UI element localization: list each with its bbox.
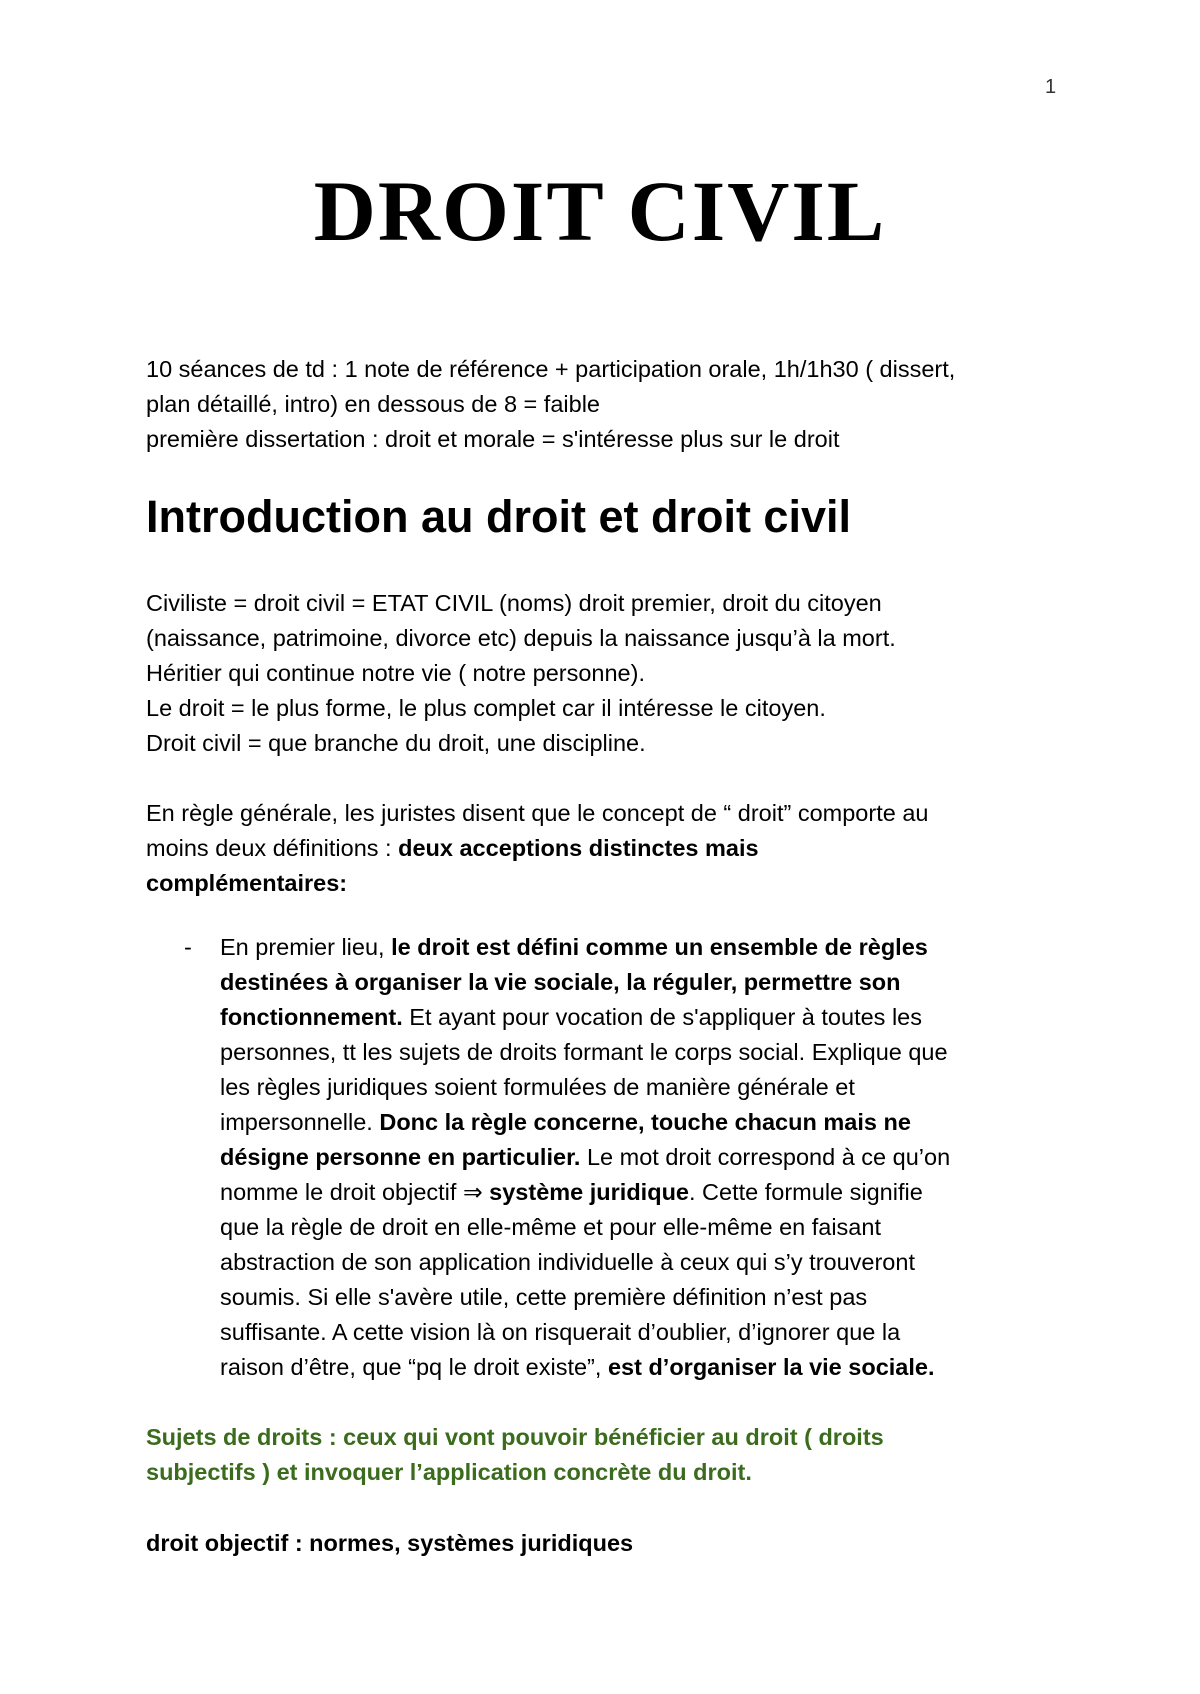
bold-text: est d’organiser la vie sociale. [607, 1354, 935, 1380]
intro-line: plan détaillé, intro) en dessous de 8 = faible [146, 391, 600, 417]
plain-text: nomme le droit objectif ⇒ [220, 1179, 490, 1205]
intro-paragraph [146, 352, 1076, 457]
intro-line: 10 séances de td : 1 note de référence + participation orale, 1h/1h30 ( dissert, [146, 356, 956, 382]
bullet-line [220, 1350, 1070, 1385]
note-line: subjectifs ) et invoquer l’application concrète du droit. [146, 1459, 752, 1485]
bullet-line [220, 930, 1070, 965]
plain-text: En premier lieu, [220, 934, 392, 960]
plain-text: Le mot droit correspond à ce qu’on [580, 1144, 951, 1170]
paragraph-line: Le droit = le plus forme, le plus complet car il intéresse le citoyen. [146, 695, 826, 721]
bold-text: fonctionnement. [220, 1004, 403, 1030]
plain-text: impersonnelle. [220, 1109, 380, 1135]
bullet-line: personnes, tt les sujets de droits formant le corps social. Explique que [220, 1039, 948, 1065]
plain-text: . Cette formule signifie [689, 1179, 923, 1205]
bullet-line [220, 1140, 1070, 1175]
bullet-line: les règles juridiques soient formulées de manière générale et [220, 1074, 855, 1100]
paragraph-line: Civiliste = droit civil = ETAT CIVIL (noms) droit premier, droit du citoyen [146, 590, 882, 616]
objective-law-line [146, 1526, 1076, 1561]
paragraph-line: Héritier qui continue notre vie ( notre personne). [146, 660, 645, 686]
page-number: 1 [1045, 76, 1057, 98]
bullet-line [220, 1000, 1070, 1035]
bullet-line: destinées à organiser la vie sociale, la réguler, permettre son [220, 969, 901, 995]
plain-text: raison d’être, que “pq le droit existe”, [220, 1354, 608, 1380]
intro-line: première dissertation : droit et morale = s'intéresse plus sur le droit [146, 426, 840, 452]
bullet-line: que la règle de droit en elle-même et pour elle-même en faisant [220, 1214, 881, 1240]
paragraph-line: (naissance, patrimoine, divorce etc) depuis la naissance jusqu’à la mort. [146, 625, 896, 651]
definitions-paragraph [146, 796, 1076, 901]
document-title: DROIT CIVIL [313, 163, 887, 259]
civil-law-paragraph [146, 586, 1076, 761]
bold-text: deux acceptions distinctes mais [398, 835, 759, 861]
bullet-item [220, 930, 1070, 1385]
bold-text: Donc la règle concerne, touche chacun mais ne [379, 1109, 911, 1135]
subjects-of-rights-note [146, 1420, 1076, 1490]
bullet-line: abstraction de son application individuelle à ceux qui s’y trouveront [220, 1249, 915, 1275]
paragraph-line: En règle générale, les juristes disent que le concept de “ droit” comporte au [146, 800, 929, 826]
plain-text: Et ayant pour vocation de s'appliquer à toutes les [402, 1004, 922, 1030]
bold-text: système juridique [489, 1179, 689, 1205]
bullet-line: suffisante. A cette vision là on risquerait d’oublier, d’ignorer que la [220, 1319, 901, 1345]
paragraph-line [146, 831, 1076, 866]
section-heading: Introduction au droit et droit civil [146, 491, 851, 542]
paragraph-line: Droit civil = que branche du droit, une discipline. [146, 730, 646, 756]
bullet-line [220, 1175, 1070, 1210]
bold-text: le droit est défini comme un ensemble de règles [391, 934, 928, 960]
bullet-line: soumis. Si elle s'avère utile, cette première définition n’est pas [220, 1284, 868, 1310]
bold-text: désigne personne en particulier. [220, 1144, 581, 1170]
bullet-line [220, 1105, 1070, 1140]
plain-text: moins deux définitions : [146, 835, 399, 861]
note-line: Sujets de droits : ceux qui vont pouvoir bénéficier au droit ( droits [146, 1424, 884, 1450]
paragraph-line: complémentaires: [146, 870, 348, 896]
bold-line: droit objectif : normes, systèmes juridiques [146, 1530, 634, 1556]
bullet-dash: - [184, 934, 192, 960]
